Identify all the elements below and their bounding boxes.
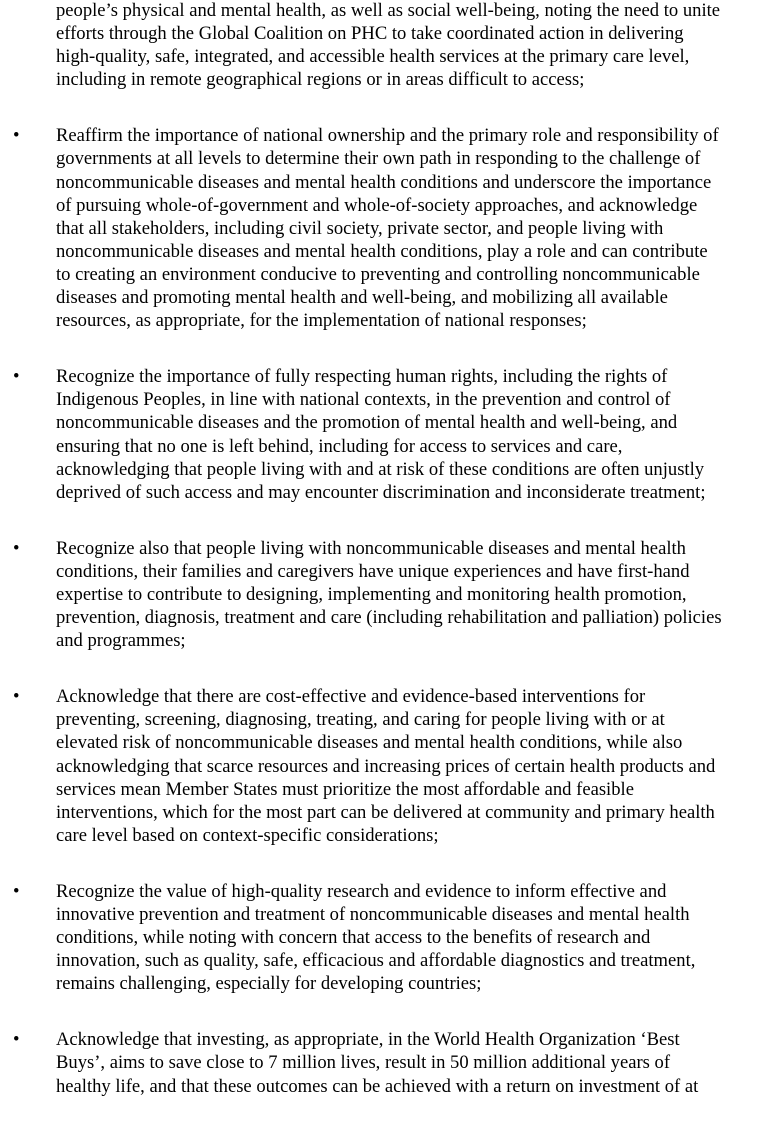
text-line: preventing, screening, diagnosing, treating, and caring for people living with or at — [56, 709, 665, 731]
text-line: ensuring that no one is left behind, including for access to services and care, — [56, 435, 623, 457]
bullet-paragraph — [0, 685, 782, 847]
text-line: services mean Member States must prioritize the most affordable and feasible — [56, 778, 634, 800]
bullet-marker: • — [13, 880, 20, 902]
text-line: including in remote geographical regions or in areas difficult to access; — [56, 69, 585, 91]
text-line: care level based on context-specific considerations; — [56, 824, 439, 846]
text-line: governments at all levels to determine their own path in responding to the challenge of — [56, 148, 701, 170]
text-line: expertise to contribute to designing, implementing and monitoring health promotion, — [56, 583, 687, 605]
text-line: deprived of such access and may encounter discrimination and inconsiderate treatment; — [56, 481, 706, 503]
bullet-paragraph — [0, 365, 782, 504]
bullet-marker: • — [13, 366, 20, 388]
text-line: to creating an environment conducive to preventing and controlling noncommunicable — [56, 263, 700, 285]
text-line: remains challenging, especially for developing countries; — [56, 973, 482, 995]
text-line: Reaffirm the importance of national ownership and the primary role and responsibility of — [56, 125, 719, 147]
text-line: noncommunicable diseases and mental health conditions and underscore the importance — [56, 171, 712, 193]
text-line: innovative prevention and treatment of noncommunicable diseases and mental health — [56, 904, 690, 925]
text-line: Buys’, aims to save close to 7 million lives, result in 50 million additional years of — [56, 1052, 671, 1074]
text-line: high-quality, safe, integrated, and accessible health services at the primary care level, — [56, 46, 690, 68]
bullet-marker: • — [13, 537, 20, 559]
text-line: acknowledging that people living with and at risk of these conditions are often unjustly — [56, 458, 705, 480]
text-line: prevention, diagnosis, treatment and care (including rehabilitation and palliation) policies — [56, 607, 722, 629]
bullet-paragraph — [0, 537, 782, 652]
bullet-paragraph — [0, 124, 782, 332]
text-line: conditions, while noting with concern that access to the benefits of research and — [56, 927, 651, 949]
text-line: innovation, such as quality, safe, efficacious and affordable diagnostics and treatment, — [56, 950, 696, 972]
text-line: interventions, which for the most part can be delivered at community and primary health — [56, 801, 715, 823]
text-line: people’s physical and mental health, as well as social well-being, noting the need to unite — [56, 0, 721, 21]
bullet-marker: • — [13, 1029, 20, 1051]
text-line: Acknowledge that investing, as appropriate, in the World Health Organization ‘Best — [56, 1029, 680, 1051]
text-line: that all stakeholders, including civil society, private sector, and people living with — [56, 217, 664, 239]
text-line: efforts through the Global Coalition on PHC to take coordinated action in delivering — [56, 23, 684, 45]
bullet-marker: • — [13, 125, 20, 147]
text-line: Recognize also that people living with noncommunicable diseases and mental health — [56, 537, 686, 559]
text-line: Indigenous Peoples, in line with national contexts, in the prevention and control of — [56, 389, 671, 411]
text-line: Acknowledge that there are cost-effective and evidence-based interventions for — [56, 686, 646, 708]
paragraph — [0, 0, 782, 91]
bullet-paragraph — [0, 1028, 782, 1097]
text-line: of pursuing whole-of-government and whole-of-society approaches, and acknowledge — [56, 194, 698, 216]
bullet-marker: • — [13, 686, 20, 708]
text-line: resources, as appropriate, for the implementation of national responses; — [56, 310, 587, 332]
text-line: acknowledging that scarce resources and increasing prices of certain health products and — [56, 755, 716, 777]
text-line: and programmes; — [56, 630, 186, 652]
text-line: healthy life, and that these outcomes can be achieved with a return on investment of at — [56, 1075, 699, 1097]
text-line: noncommunicable diseases and mental health conditions, play a role and can contribute — [56, 240, 708, 262]
text-line: Recognize the value of high-quality research and evidence to inform effective and — [56, 880, 667, 902]
text-line: diseases and promoting mental health and well-being, and mobilizing all available — [56, 287, 668, 309]
text-line: Recognize the importance of fully respecting human rights, including the rights of — [56, 366, 668, 388]
text-line: conditions, their families and caregivers have unique experiences and have first-hand — [56, 560, 690, 582]
bullet-paragraph — [0, 880, 782, 995]
text-line: noncommunicable diseases and the promotion of mental health and well-being, and — [56, 412, 678, 434]
text-line: elevated risk of noncommunicable diseases and mental health conditions, while also — [56, 732, 683, 754]
